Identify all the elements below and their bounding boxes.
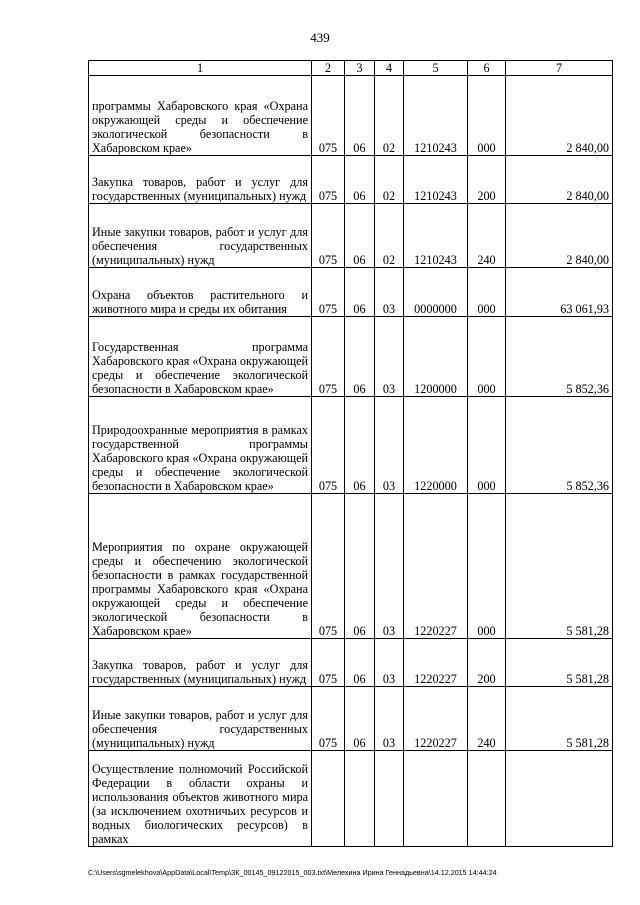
cell-c5: 1220000 (404, 397, 468, 494)
cell-c2: 075 (312, 76, 345, 156)
cell-c2: 075 (312, 156, 345, 204)
file-path-footer: C:\Users\sgmelekhova\AppData\Local\Temp\ЗК_00145_09122015_003.txt\Мелехина Ирина Геннадьевна\14.12.2015 14:44:24 (88, 868, 497, 877)
cell-c7: 2 840,00 (506, 204, 613, 268)
table-row (89, 397, 613, 494)
column-header: 1 (89, 61, 312, 76)
cell-c4: 03 (375, 494, 404, 639)
cell-c5: 1200000 (404, 317, 468, 397)
cell-c6: 000 (468, 268, 506, 317)
cell-c6: 240 (468, 204, 506, 268)
cell-c6: 200 (468, 639, 506, 687)
cell-c4: 02 (375, 204, 404, 268)
cell-c4: 03 (375, 317, 404, 397)
cell-c3: 06 (345, 494, 375, 639)
budget-table (88, 60, 613, 847)
cell-c2: 075 (312, 397, 345, 494)
cell-c3: 06 (345, 156, 375, 204)
cell-c3: 06 (345, 76, 375, 156)
header-row (89, 61, 613, 76)
cell-c3: 06 (345, 687, 375, 751)
row-name: Государственная программа Хабаровского края «Охрана окружающей среды и обеспечение экологической безопасности в Хабаровском крае» (89, 317, 312, 397)
cell-c7: 2 840,00 (506, 76, 613, 156)
cell-c5: 0000000 (404, 268, 468, 317)
cell-c5: 1210243 (404, 156, 468, 204)
table-row (89, 494, 613, 639)
cell-c2: 075 (312, 317, 345, 397)
cell-c4: 03 (375, 639, 404, 687)
row-name: Закупка товаров, работ и услуг для государственных (муниципальных) нужд (89, 156, 312, 204)
table-row (89, 317, 613, 397)
cell-c2: 075 (312, 204, 345, 268)
cell-c7: 5 852,36 (506, 317, 613, 397)
cell-c6 (468, 751, 506, 847)
row-name: Иные закупки товаров, работ и услуг для обеспечения государственных (муниципальных) нужд (89, 204, 312, 268)
cell-c4: 02 (375, 76, 404, 156)
cell-c5: 1220227 (404, 639, 468, 687)
column-header: 6 (468, 61, 506, 76)
cell-c7: 5 852,36 (506, 397, 613, 494)
column-header: 4 (375, 61, 404, 76)
row-name: программы Хабаровского края «Охрана окружающей среды и обеспечение экологической безопасности в Хабаровском крае» (89, 76, 312, 156)
cell-c7: 5 581,28 (506, 639, 613, 687)
cell-c7 (506, 751, 613, 847)
cell-c2: 075 (312, 268, 345, 317)
cell-c3: 06 (345, 317, 375, 397)
table-row (89, 268, 613, 317)
cell-c2 (312, 751, 345, 847)
cell-c6: 000 (468, 317, 506, 397)
row-name: Иные закупки товаров, работ и услуг для обеспечения государственных (муниципальных) нужд (89, 687, 312, 751)
cell-c7: 2 840,00 (506, 156, 613, 204)
column-header: 2 (312, 61, 345, 76)
column-header: 5 (404, 61, 468, 76)
cell-c4: 02 (375, 156, 404, 204)
row-name: Охрана объектов растительного и животного мира и среды их обитания (89, 268, 312, 317)
table-row (89, 204, 613, 268)
row-name: Мероприятия по охране окружающей среды и обеспечению экологической безопасности в рамках государственной программы Хабаровского края «Охрана окружающей среды и обеспечение экологической безопасности в Хабаровском крае» (89, 494, 312, 639)
cell-c7: 5 581,28 (506, 494, 613, 639)
table-row (89, 156, 613, 204)
cell-c3: 06 (345, 397, 375, 494)
column-header: 7 (506, 61, 613, 76)
table-row (89, 639, 613, 687)
cell-c3: 06 (345, 204, 375, 268)
table-row (89, 76, 613, 156)
cell-c2: 075 (312, 494, 345, 639)
table-row (89, 687, 613, 751)
cell-c6: 000 (468, 397, 506, 494)
column-header: 3 (345, 61, 375, 76)
row-name: Природоохранные мероприятия в рамках государственной программы Хабаровского края «Охрана окружающей среды и обеспечение экологической безопасности в Хабаровском крае» (89, 397, 312, 494)
cell-c6: 240 (468, 687, 506, 751)
cell-c5 (404, 751, 468, 847)
page-number: 439 (310, 30, 330, 45)
table-row (89, 751, 613, 847)
cell-c7: 5 581,28 (506, 687, 613, 751)
cell-c6: 200 (468, 156, 506, 204)
cell-c2: 075 (312, 639, 345, 687)
cell-c6: 000 (468, 494, 506, 639)
cell-c5: 1210243 (404, 76, 468, 156)
cell-c7: 63 061,93 (506, 268, 613, 317)
cell-c5: 1220227 (404, 687, 468, 751)
row-name: Закупка товаров, работ и услуг для государственных (муниципальных) нужд (89, 639, 312, 687)
row-name: Осуществление полномочий Российской Федерации в области охраны и использования объектов животного мира (за исключением охотничьих ресурсов и водных биологических ресурсов) в рамках (89, 751, 312, 847)
cell-c4: 03 (375, 397, 404, 494)
cell-c3: 06 (345, 268, 375, 317)
cell-c5: 1220227 (404, 494, 468, 639)
cell-c4: 03 (375, 687, 404, 751)
cell-c4: 03 (375, 268, 404, 317)
cell-c5: 1210243 (404, 204, 468, 268)
cell-c6: 000 (468, 76, 506, 156)
cell-c4 (375, 751, 404, 847)
cell-c3: 06 (345, 639, 375, 687)
cell-c3 (345, 751, 375, 847)
cell-c2: 075 (312, 687, 345, 751)
